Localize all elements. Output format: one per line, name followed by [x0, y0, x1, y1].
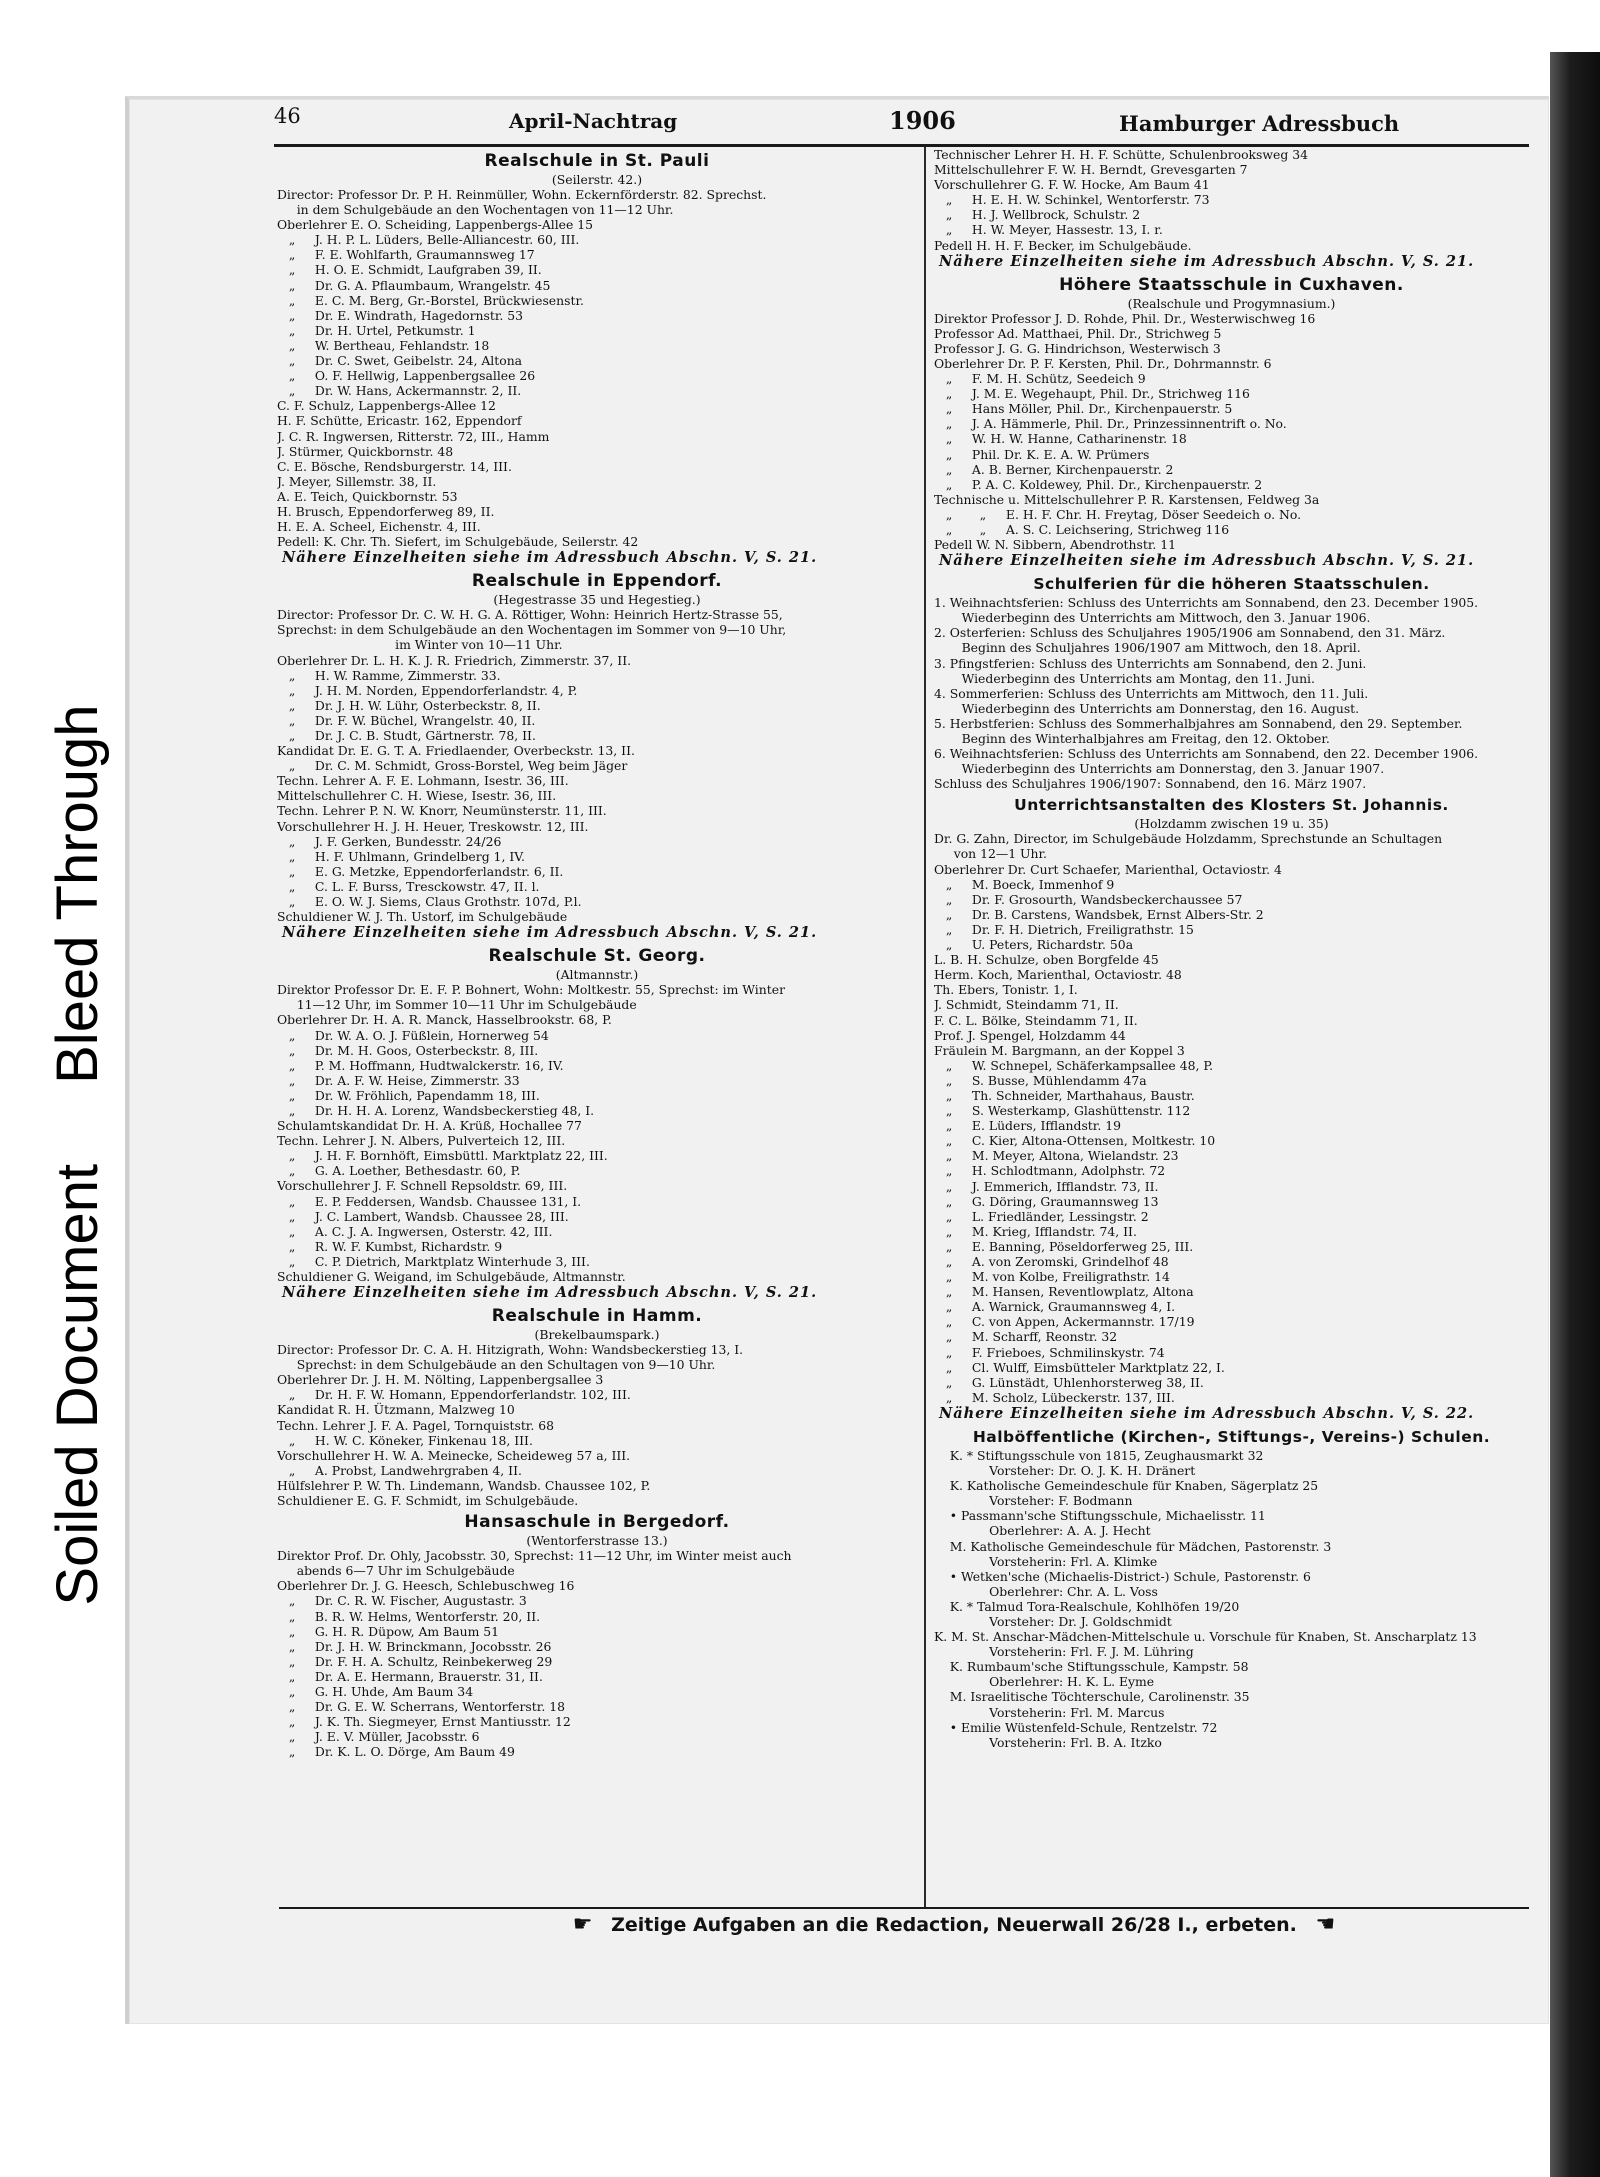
- entry-line: „ S. Busse, Mühlendamm 47a: [934, 1072, 1147, 1088]
- entry-line: Pedell W. N. Sibbern, Abendrothstr. 11: [934, 537, 1177, 553]
- entry-line: Vorschullehrer J. F. Schnell Repsoldstr. 69, III.: [277, 1178, 568, 1194]
- entry-line: „ F. E. Wohlfarth, Graumannsweg 17: [277, 247, 535, 263]
- details-reference-note: Nähere Einzelheiten siehe im Adressbuch Abschn. V, S. 21.: [282, 924, 818, 942]
- details-reference-note: Nähere Einzelheiten siehe im Adressbuch Abschn. V, S. 21.: [939, 252, 1475, 270]
- entry-line: „ R. W. F. Kumbst, Richardstr. 9: [277, 1238, 503, 1254]
- section-title: Höhere Staatsschule in Cuxhaven.: [1059, 274, 1404, 295]
- entry-line: Oberlehrer Dr. J. G. Heesch, Schlebuschweg 16: [277, 1578, 575, 1594]
- entry-line: „ Dr. G. E. W. Scherrans, Wentorferstr. 18: [277, 1699, 565, 1715]
- entry-line: Mittelschullehrer F. W. H. Berndt, Grevesgarten 7: [934, 162, 1248, 178]
- entry-line: Techn. Lehrer P. N. W. Knorr, Neumünsterstr. 11, III.: [277, 803, 607, 819]
- entry-line: Th. Ebers, Tonistr. 1, I.: [934, 982, 1078, 998]
- entry-line: „ G. A. Loether, Bethesdastr. 60, P.: [277, 1163, 521, 1179]
- entry-line: J. C. R. Ingwersen, Ritterstr. 72, III., Hamm: [277, 428, 550, 444]
- entry-line: in dem Schulgebäude an den Wochentagen von 11—12 Uhr.: [277, 202, 674, 218]
- entry-line: Vorsteher: Dr. J. Goldschmidt: [934, 1613, 1172, 1629]
- entry-line: M. Israelitische Töchterschule, Carolinenstr. 35: [934, 1689, 1250, 1705]
- entry-line: „ Dr. A. E. Hermann, Brauerstr. 31, II.: [277, 1668, 543, 1684]
- entry-line: „ C. von Appen, Ackermannstr. 17/19: [934, 1314, 1195, 1330]
- entry-line: „ Phil. Dr. K. E. A. W. Prümers: [934, 446, 1150, 462]
- entry-line: „ Dr. F. H. A. Schultz, Reinbekerweg 29: [277, 1653, 553, 1669]
- entry-line: Direktor Prof. Dr. Ohly, Jacobsstr. 30, Sprechst: 11—12 Uhr, im Winter meist auch: [277, 1548, 792, 1564]
- page-number: 46: [274, 104, 301, 128]
- entry-line: Schuldiener W. J. Th. Ustorf, im Schulgebäude: [277, 909, 568, 925]
- entry-line: 3. Pfingstferien: Schluss des Unterrichts am Sonnabend, den 2. Juni.: [934, 655, 1367, 671]
- entry-line: Vorsteherin: Frl. F. J. M. Lühring: [934, 1644, 1194, 1660]
- entry-line: „ E. O. W. J. Siems, Claus Grothstr. 107d, P.l.: [277, 894, 582, 910]
- entry-line: „ J. F. Gerken, Bundesstr. 24/26: [277, 833, 502, 849]
- entry-line: J. Schmidt, Steindamm 71, II.: [934, 997, 1119, 1013]
- entry-line: „ H. E. H. W. Schinkel, Wentorferstr. 73: [934, 192, 1210, 208]
- school-section: [934, 573, 1529, 791]
- entry-line: „ Hans Möller, Phil. Dr., Kirchenpauerstr. 5: [934, 401, 1233, 417]
- book-title: Hamburger Adressbuch: [1119, 111, 1400, 136]
- section-title: Realschule in Hamm.: [491, 1306, 703, 1327]
- entry-line: J. Meyer, Sillemstr. 38, II.: [277, 473, 437, 489]
- entry-line: K. * Stiftungsschule von 1815, Zeughausmarkt 32: [934, 1447, 1264, 1463]
- school-section: [934, 274, 1529, 571]
- footer-notice: [454, 1912, 1454, 1937]
- entry-line: 6. Weihnachtsferien: Schluss des Unterrichts am Sonnabend, den 22. December 1906.: [934, 746, 1479, 762]
- entry-line: Pedell H. H. F. Becker, im Schulgebäude.: [934, 237, 1192, 253]
- entry-line: „ Dr. W. Hans, Ackermannstr. 2, II.: [277, 383, 522, 399]
- section-address: (Brekelbaumspark.): [534, 1327, 660, 1343]
- entry-line: • Wetken'sche (Michaelis-District-) Schule, Pastorenstr. 6: [934, 1568, 1311, 1584]
- entry-line: Vorsteherin: Frl. B. A. Itzko: [934, 1734, 1162, 1750]
- details-reference-note: Nähere Einzelheiten siehe im Adressbuch Abschn. V, S. 22.: [939, 1404, 1475, 1422]
- entry-line: Oberlehrer Dr. J. H. M. Nölting, Lappenbergsallee 3: [277, 1372, 604, 1388]
- entry-line: Oberlehrer Dr. P. F. Kersten, Phil. Dr., Dohrmannstr. 6: [934, 355, 1272, 371]
- details-reference-note: Nähere Einzelheiten siehe im Adressbuch Abschn. V, S. 21.: [282, 549, 818, 567]
- school-section: [277, 1305, 917, 1508]
- entry-line: „ E. G. Metzke, Eppendorferlandstr. 6, II.: [277, 863, 564, 879]
- entry-line: „ L. Friedländer, Lessingstr. 2: [934, 1208, 1149, 1224]
- entry-line: Techn. Lehrer J. F. A. Pagel, Tornquiststr. 68: [277, 1417, 555, 1433]
- entry-line: Techn. Lehrer A. F. E. Lohmann, Isestr. 36, III.: [277, 773, 569, 789]
- entry-line: „ A. C. J. A. Ingwersen, Osterstr. 42, III.: [277, 1223, 553, 1239]
- entry-line: abends 6—7 Uhr im Schulgebäude: [277, 1563, 515, 1579]
- entry-line: Direktor Professor Dr. E. F. P. Bohnert, Wohn: Moltkestr. 55, Sprechst: im Winter: [277, 982, 785, 998]
- school-section: [934, 147, 1529, 271]
- entry-line: C. F. Schulz, Lappenbergs-Allee 12: [277, 398, 496, 414]
- entry-line: Kandidat Dr. E. G. T. A. Friedlaender, Overbeckstr. 13, II.: [277, 743, 635, 759]
- section-title: Hansaschule in Bergedorf.: [464, 1512, 730, 1533]
- section-title: Realschule St. Georg.: [488, 946, 706, 967]
- entry-line: Oberlehrer Dr. L. H. K. J. R. Friedrich, Zimmerstr. 37, II.: [277, 652, 632, 668]
- entry-line: „ Dr. W. Fröhlich, Papendamm 18, III.: [277, 1087, 540, 1103]
- entry-line: Oberlehrer Dr. H. A. R. Manck, Hasselbrookstr. 68, P.: [277, 1012, 612, 1028]
- entry-line: Sprechst: in dem Schulgebäude an den Schultagen von 9—10 Uhr.: [277, 1357, 716, 1373]
- entry-line: Technische u. Mittelschullehrer P. R. Karstensen, Feldweg 3a: [934, 491, 1320, 507]
- year: 1906: [889, 106, 956, 135]
- left-column: [277, 147, 917, 1759]
- section-title: Halböffentliche (Kirchen-, Stiftungs-, Vereins-) Schulen.: [972, 1427, 1491, 1446]
- column-rule: [924, 147, 926, 1907]
- entry-line: Beginn des Schuljahres 1906/1907 am Mittwoch, den 18. April.: [934, 640, 1361, 656]
- entry-line: „ „ A. S. C. Leichsering, Strichweg 116: [934, 521, 1230, 537]
- entry-line: „ C. L. F. Burss, Tresckowstr. 47, II. l.: [277, 878, 540, 894]
- entry-line: „ G. Lünstädt, Uhlenhorsterweg 38, II.: [934, 1374, 1204, 1390]
- entry-line: Professor Ad. Matthaei, Phil. Dr., Strichweg 5: [934, 325, 1222, 341]
- entry-line: K. Rumbaum'sche Stiftungsschule, Kampstr. 58: [934, 1659, 1249, 1675]
- entry-line: „ J. K. Th. Siegmeyer, Ernst Mantiusstr. 12: [277, 1714, 571, 1730]
- entry-line: Vorschullehrer G. F. W. Hocke, Am Baum 41: [934, 177, 1210, 193]
- entry-line: Schuldiener E. G. F. Schmidt, im Schulgebäude.: [277, 1493, 579, 1509]
- entry-line: „ P. M. Hoffmann, Hudtwalckerstr. 16, IV.: [277, 1057, 564, 1073]
- section-title: Unterrichtsanstalten des Klosters St. Johannis.: [1014, 796, 1449, 815]
- entry-line: Oberlehrer: A. A. J. Hecht: [934, 1523, 1151, 1539]
- entry-line: „ Dr. J. H. W. Brinckmann, Jocobsstr. 26: [277, 1638, 552, 1654]
- entry-line: Oberlehrer Dr. Curt Schaefer, Marienthal, Octaviostr. 4: [934, 861, 1282, 877]
- entry-line: „ Dr. H. F. W. Homann, Eppendorferlandstr. 102, III.: [277, 1387, 631, 1403]
- entry-line: „ Dr. H. H. A. Lorenz, Wandsbeckerstieg 48, I.: [277, 1102, 595, 1118]
- entry-line: H. F. Schütte, Ericastr. 162, Eppendorf: [277, 413, 522, 429]
- school-section: [934, 794, 1529, 1423]
- entry-line: Vorsteher: F. Bodmann: [934, 1493, 1133, 1509]
- side-label: [22, 470, 132, 1840]
- entry-line: „ Dr. F. W. Büchel, Wrangelstr. 40, II.: [277, 712, 536, 728]
- entry-line: „ E. Banning, Pöseldorferweg 25, III.: [934, 1238, 1194, 1254]
- supplement-title: April-Nachtrag: [509, 109, 678, 133]
- entry-line: Wiederbeginn des Unterrichts am Donnerstag, den 3. Januar 1907.: [934, 761, 1385, 777]
- details-reference-note: Nähere Einzelheiten siehe im Adressbuch Abschn. V, S. 21.: [939, 552, 1475, 570]
- pointing-hand-left-icon: ☚: [1315, 1912, 1336, 1937]
- entry-line: „ G. H. Uhde, Am Baum 34: [277, 1683, 474, 1699]
- entry-line: „ Dr. C. R. W. Fischer, Augustastr. 3: [277, 1593, 527, 1609]
- entry-line: Fräulein M. Bargmann, an der Koppel 3: [934, 1042, 1185, 1058]
- entry-line: „ H. W. Ramme, Zimmerstr. 33.: [277, 667, 501, 683]
- entry-line: 5. Herbstferien: Schluss des Sommerhalbjahres am Sonnabend, den 29. September.: [934, 715, 1463, 731]
- details-reference-note: Nähere Einzelheiten siehe im Adressbuch Abschn. V, S. 21.: [282, 1284, 818, 1302]
- entry-line: „ W. H. W. Hanne, Catharinenstr. 18: [934, 431, 1187, 447]
- entry-line: Beginn des Winterhalbjahres am Freitag, den 12. Oktober.: [934, 731, 1330, 746]
- section-address: (Wentorferstrasse 13.): [526, 1533, 668, 1549]
- entry-line: Schluss des Schuljahres 1906/1907: Sonnabend, den 16. März 1907.: [934, 776, 1367, 792]
- entry-line: Direktor Professor J. D. Rohde, Phil. Dr., Westerwischweg 16: [934, 310, 1316, 326]
- side-label-soiled: Soiled Document: [44, 1163, 110, 1606]
- entry-line: „ Th. Schneider, Marthahaus, Baustr.: [934, 1087, 1195, 1103]
- entry-line: „ C. P. Dietrich, Marktplatz Winterhude 3, III.: [277, 1253, 590, 1269]
- section-address: (Realschule und Progymnasium.): [1127, 295, 1336, 311]
- entry-line: Schuldiener G. Weigand, im Schulgebäude, Altmannstr.: [277, 1269, 626, 1284]
- side-label-bleed: Bleed Through: [44, 704, 110, 1084]
- entry-line: H. Brusch, Eppendorferweg 89, II.: [277, 503, 495, 519]
- entry-line: Oberlehrer: Chr. A. L. Voss: [934, 1583, 1158, 1599]
- entry-line: J. Stürmer, Quickbornstr. 48: [277, 443, 454, 459]
- section-address: (Hegestrasse 35 und Hegestieg.): [493, 592, 701, 608]
- entry-line: „ Dr. B. Carstens, Wandsbek, Ernst Albers-Str. 2: [934, 906, 1264, 922]
- entry-line: 2. Osterferien: Schluss des Schuljahres 1905/1906 am Sonnabend, den 31. März.: [934, 625, 1446, 641]
- entry-line: „ M. von Kolbe, Freiligrathstr. 14: [934, 1269, 1170, 1285]
- entry-line: „ Dr. H. Urtel, Petkumstr. 1: [277, 322, 476, 338]
- footer-rule: [279, 1907, 1529, 1909]
- entry-line: „ Dr. A. F. W. Heise, Zimmerstr. 33: [277, 1072, 520, 1088]
- section-address: (Altmannstr.): [555, 967, 639, 983]
- entry-line: „ E. Lüders, Ifflandstr. 19: [934, 1118, 1121, 1134]
- entry-line: „ Dr. F. Grosourth, Wandsbeckerchaussee 57: [934, 891, 1243, 907]
- entry-line: „ Dr. M. H. Goos, Osterbeckstr. 8, III.: [277, 1042, 539, 1058]
- entry-line: „ J. Emmerich, Ifflandstr. 73, II.: [934, 1178, 1159, 1194]
- section-address: (Holzdamm zwischen 19 u. 35): [1134, 816, 1329, 832]
- document-page: [125, 96, 1549, 2024]
- entry-line: Kandidat R. H. Ützmann, Malzweg 10: [277, 1402, 515, 1418]
- entry-line: „ H. O. E. Schmidt, Laufgraben 39, II.: [277, 262, 542, 278]
- scan-edge-strip: [1550, 52, 1600, 2177]
- footer-text: Zeitige Aufgaben an die Redaction, Neuerwall 26/28 I., erbeten.: [611, 1914, 1297, 1936]
- entry-line: Director: Professor Dr. C. W. H. G. A. Röttiger, Wohn: Heinrich Hertz-Strasse 55,: [277, 607, 783, 623]
- entry-line: 1. Weihnachtsferien: Schluss des Unterrichts am Sonnabend, den 23. December 1905.: [934, 595, 1479, 611]
- entry-line: „ M. Scholz, Lübeckerstr. 137, III.: [934, 1389, 1175, 1405]
- entry-line: „ O. F. Hellwig, Lappenbergsallee 26: [277, 368, 536, 384]
- entry-line: „ C. Kier, Altona-Ottensen, Moltkestr. 10: [934, 1133, 1216, 1149]
- entry-line: Sprechst: in dem Schulgebäude an den Wochentagen im Sommer von 9—10 Uhr,: [277, 622, 787, 638]
- school-section: [277, 150, 917, 567]
- entry-line: „ A. B. Berner, Kirchenpauerstr. 2: [934, 461, 1174, 477]
- entry-line: „ Cl. Wulff, Eimsbütteler Marktplatz 22, I.: [934, 1359, 1225, 1375]
- entry-line: „ G. Döring, Graumannsweg 13: [934, 1193, 1159, 1209]
- entry-line: „ F. M. H. Schütz, Seedeich 9: [934, 371, 1146, 387]
- entry-line: Technischer Lehrer H. H. F. Schütte, Schulenbrooksweg 34: [934, 147, 1308, 162]
- entry-line: „ M. Boeck, Immenhof 9: [934, 876, 1115, 892]
- entry-line: Vorsteherin: Frl. A. Klimke: [934, 1553, 1158, 1569]
- entry-line: „ „ E. H. F. Chr. H. Freytag, Döser Seedeich o. No.: [934, 506, 1302, 522]
- entry-line: Vorschullehrer H. W. A. Meinecke, Scheideweg 57 a, III.: [277, 1447, 631, 1463]
- school-section: [934, 1426, 1529, 1750]
- entry-line: K. Katholische Gemeindeschule für Knaben, Sägerplatz 25: [934, 1478, 1319, 1494]
- entry-line: „ Dr. J. C. B. Studt, Gärtnerstr. 78, II.: [277, 728, 536, 743]
- entry-line: Vorschullehrer H. J. H. Heuer, Treskowstr. 12, III.: [277, 818, 589, 834]
- entry-line: Prof. J. Spengel, Holzdamm 44: [934, 1027, 1126, 1043]
- entry-line: „ W. Schnepel, Schäferkampsallee 48, P.: [934, 1057, 1214, 1073]
- entry-line: „ Dr. C. M. Schmidt, Gross-Borstel, Weg beim Jäger: [277, 758, 628, 774]
- entry-line: „ U. Peters, Richardstr. 50a: [934, 937, 1134, 953]
- entry-line: A. E. Teich, Quickbornstr. 53: [277, 488, 458, 504]
- entry-line: „ A. von Zeromski, Grindelhof 48: [934, 1254, 1169, 1269]
- entry-line: „ Dr. K. L. O. Dörge, Am Baum 49: [277, 1744, 515, 1760]
- entry-line: K. * Talmud Tora-Realschule, Kohlhöfen 19/20: [934, 1598, 1240, 1614]
- entry-line: „ J. H. M. Norden, Eppendorferlandstr. 4, P.: [277, 682, 578, 698]
- entry-line: „ J. E. V. Müller, Jacobsstr. 6: [277, 1729, 480, 1745]
- entry-line: F. C. L. Bölke, Steindamm 71, II.: [934, 1012, 1138, 1028]
- entry-line: Wiederbeginn des Unterrichts am Mittwoch, den 3. Januar 1906.: [934, 610, 1371, 626]
- entry-line: „ M. Hansen, Reventlowplatz, Altona: [934, 1284, 1194, 1300]
- entry-line: „ A. Warnick, Graumannsweg 4, I.: [934, 1299, 1176, 1315]
- school-section: [277, 570, 917, 942]
- entry-line: „ P. A. C. Koldewey, Phil. Dr., Kirchenpauerstr. 2: [934, 476, 1263, 492]
- entry-line: „ J. A. Hämmerle, Phil. Dr., Prinzessinnentrift o. No.: [934, 416, 1287, 432]
- entry-line: „ H. W. C. Köneker, Finkenau 18, III.: [277, 1432, 533, 1448]
- entry-line: Oberlehrer: H. K. L. Eyme: [934, 1674, 1155, 1690]
- entry-line: „ W. Bertheau, Fehlandstr. 18: [277, 337, 490, 353]
- entry-line: „ F. Frieboes, Schmilinskystr. 74: [934, 1344, 1165, 1360]
- section-address: (Seilerstr. 42.): [551, 172, 643, 187]
- entry-line: Director: Professor Dr. P. H. Reinmüller, Wohn. Eckernförderstr. 82. Sprechst.: [277, 187, 767, 202]
- entry-line: „ A. Probst, Landwehrgraben 4, II.: [277, 1462, 522, 1478]
- entry-line: im Winter von 10—11 Uhr.: [277, 637, 563, 653]
- entry-line: „ J. H. P. L. Lüders, Belle-Alliancestr. 60, III.: [277, 232, 580, 248]
- entry-line: „ J. H. F. Bornhöft, Eimsbüttl. Marktplatz 22, III.: [277, 1148, 608, 1164]
- entry-line: „ S. Westerkamp, Glashüttenstr. 112: [934, 1103, 1191, 1119]
- entry-line: „ H. Schlodtmann, Adolphstr. 72: [934, 1163, 1166, 1179]
- entry-line: L. B. H. Schulze, oben Borgfelde 45: [934, 952, 1159, 968]
- entry-line: „ J. C. Lambert, Wandsb. Chaussee 28, III.: [277, 1208, 569, 1224]
- entry-line: 11—12 Uhr, im Sommer 10—11 Uhr im Schulgebäude: [277, 997, 637, 1013]
- entry-line: Hülfslehrer P. W. Th. Lindemann, Wandsb. Chaussee 102, P.: [277, 1477, 651, 1493]
- entry-line: „ Dr. F. H. Dietrich, Freiligrathstr. 15: [934, 921, 1194, 937]
- entry-line: Pedell: K. Chr. Th. Siefert, im Schulgebäude, Seilerstr. 42: [277, 534, 639, 550]
- entry-line: Herm. Koch, Marienthal, Octaviostr. 48: [934, 967, 1182, 983]
- school-section: [277, 1511, 917, 1759]
- entry-line: Oberlehrer E. O. Scheiding, Lappenbergs-Allee 15: [277, 217, 594, 233]
- entry-line: „ H. J. Wellbrock, Schulstr. 2: [934, 207, 1141, 223]
- section-title: Realschule in Eppendorf.: [471, 571, 723, 592]
- entry-line: „ E. C. M. Berg, Gr.-Borstel, Brückwiesenstr.: [277, 292, 584, 308]
- entry-line: Vorsteherin: Frl. M. Marcus: [934, 1704, 1165, 1720]
- entry-line: „ M. Meyer, Altona, Wielandstr. 23: [934, 1148, 1179, 1164]
- entry-line: „ M. Krieg, Ifflandstr. 74, II.: [934, 1223, 1137, 1239]
- entry-line: „ Dr. E. Windrath, Hagedornstr. 53: [277, 307, 524, 323]
- entry-line: „ M. Scharff, Reonstr. 32: [934, 1329, 1118, 1345]
- entry-line: Wiederbeginn des Unterrichts am Donnerstag, den 16. August.: [934, 700, 1360, 716]
- entry-line: „ Dr. W. A. O. J. Füßlein, Hornerweg 54: [277, 1027, 549, 1043]
- school-section: [277, 945, 917, 1302]
- entry-line: von 12—1 Uhr.: [934, 846, 1047, 862]
- section-title: Schulferien für die höheren Staatsschulen.: [1033, 575, 1430, 594]
- entry-line: Director: Professor Dr. C. A. H. Hitzigrath, Wohn: Wandsbeckerstieg 13, I.: [277, 1342, 744, 1358]
- entry-line: „ Dr. J. H. W. Lühr, Osterbeckstr. 8, II.: [277, 697, 541, 713]
- entry-line: C. E. Bösche, Rendsburgerstr. 14, III.: [277, 458, 512, 474]
- entry-line: „ H. F. Uhlmann, Grindelberg 1, IV.: [277, 848, 525, 864]
- entry-line: • Emilie Wüstenfeld-Schule, Rentzelstr. 72: [934, 1719, 1218, 1735]
- right-column: [934, 147, 1529, 1750]
- entry-line: K. M. St. Anschar-Mädchen-Mittelschule u. Vorschule für Knaben, St. Anscharplatz 13: [934, 1629, 1477, 1645]
- entry-line: Vorsteher: Dr. O. J. K. H. Dränert: [934, 1463, 1196, 1479]
- entry-line: „ Dr. C. Swet, Geibelstr. 24, Altona: [277, 353, 523, 369]
- entry-line: „ J. M. E. Wegehaupt, Phil. Dr., Strichweg 116: [934, 386, 1250, 402]
- entry-line: • Passmann'sche Stiftungsschule, Michaelisstr. 11: [934, 1508, 1266, 1524]
- entry-line: Mittelschullehrer C. H. Wiese, Isestr. 36, III.: [277, 788, 557, 804]
- entry-line: Professor J. G. G. Hindrichson, Westerwisch 3: [934, 340, 1221, 356]
- entry-line: H. E. A. Scheel, Eichenstr. 4, III.: [277, 519, 481, 535]
- entry-line: Schulamtskandidat Dr. H. A. Krüß, Hochallee 77: [277, 1118, 582, 1134]
- section-title: Realschule in St. Pauli: [484, 151, 710, 171]
- pointing-hand-right-icon: ☛: [572, 1912, 593, 1937]
- entry-line: „ E. P. Feddersen, Wandsb. Chaussee 131, I.: [277, 1193, 582, 1209]
- entry-line: 4. Sommerferien: Schluss des Unterrichts am Mittwoch, den 11. Juli.: [934, 685, 1369, 701]
- entry-line: Dr. G. Zahn, Director, im Schulgebäude Holzdamm, Sprechstunde an Schultagen: [934, 831, 1443, 847]
- entry-line: Techn. Lehrer J. N. Albers, Pulverteich 12, III.: [277, 1133, 566, 1149]
- entry-line: „ G. H. R. Düpow, Am Baum 51: [277, 1623, 500, 1639]
- entry-line: M. Katholische Gemeindeschule für Mädchen, Pastorenstr. 3: [934, 1538, 1332, 1554]
- entry-line: Wiederbeginn des Unterrichts am Montag, den 11. Juni.: [934, 670, 1315, 686]
- entry-line: „ H. W. Meyer, Hassestr. 13, I. r.: [934, 222, 1163, 238]
- entry-line: „ B. R. W. Helms, Wentorferstr. 20, II.: [277, 1608, 541, 1624]
- entry-line: „ Dr. G. A. Pflaumbaum, Wrangelstr. 45: [277, 277, 551, 293]
